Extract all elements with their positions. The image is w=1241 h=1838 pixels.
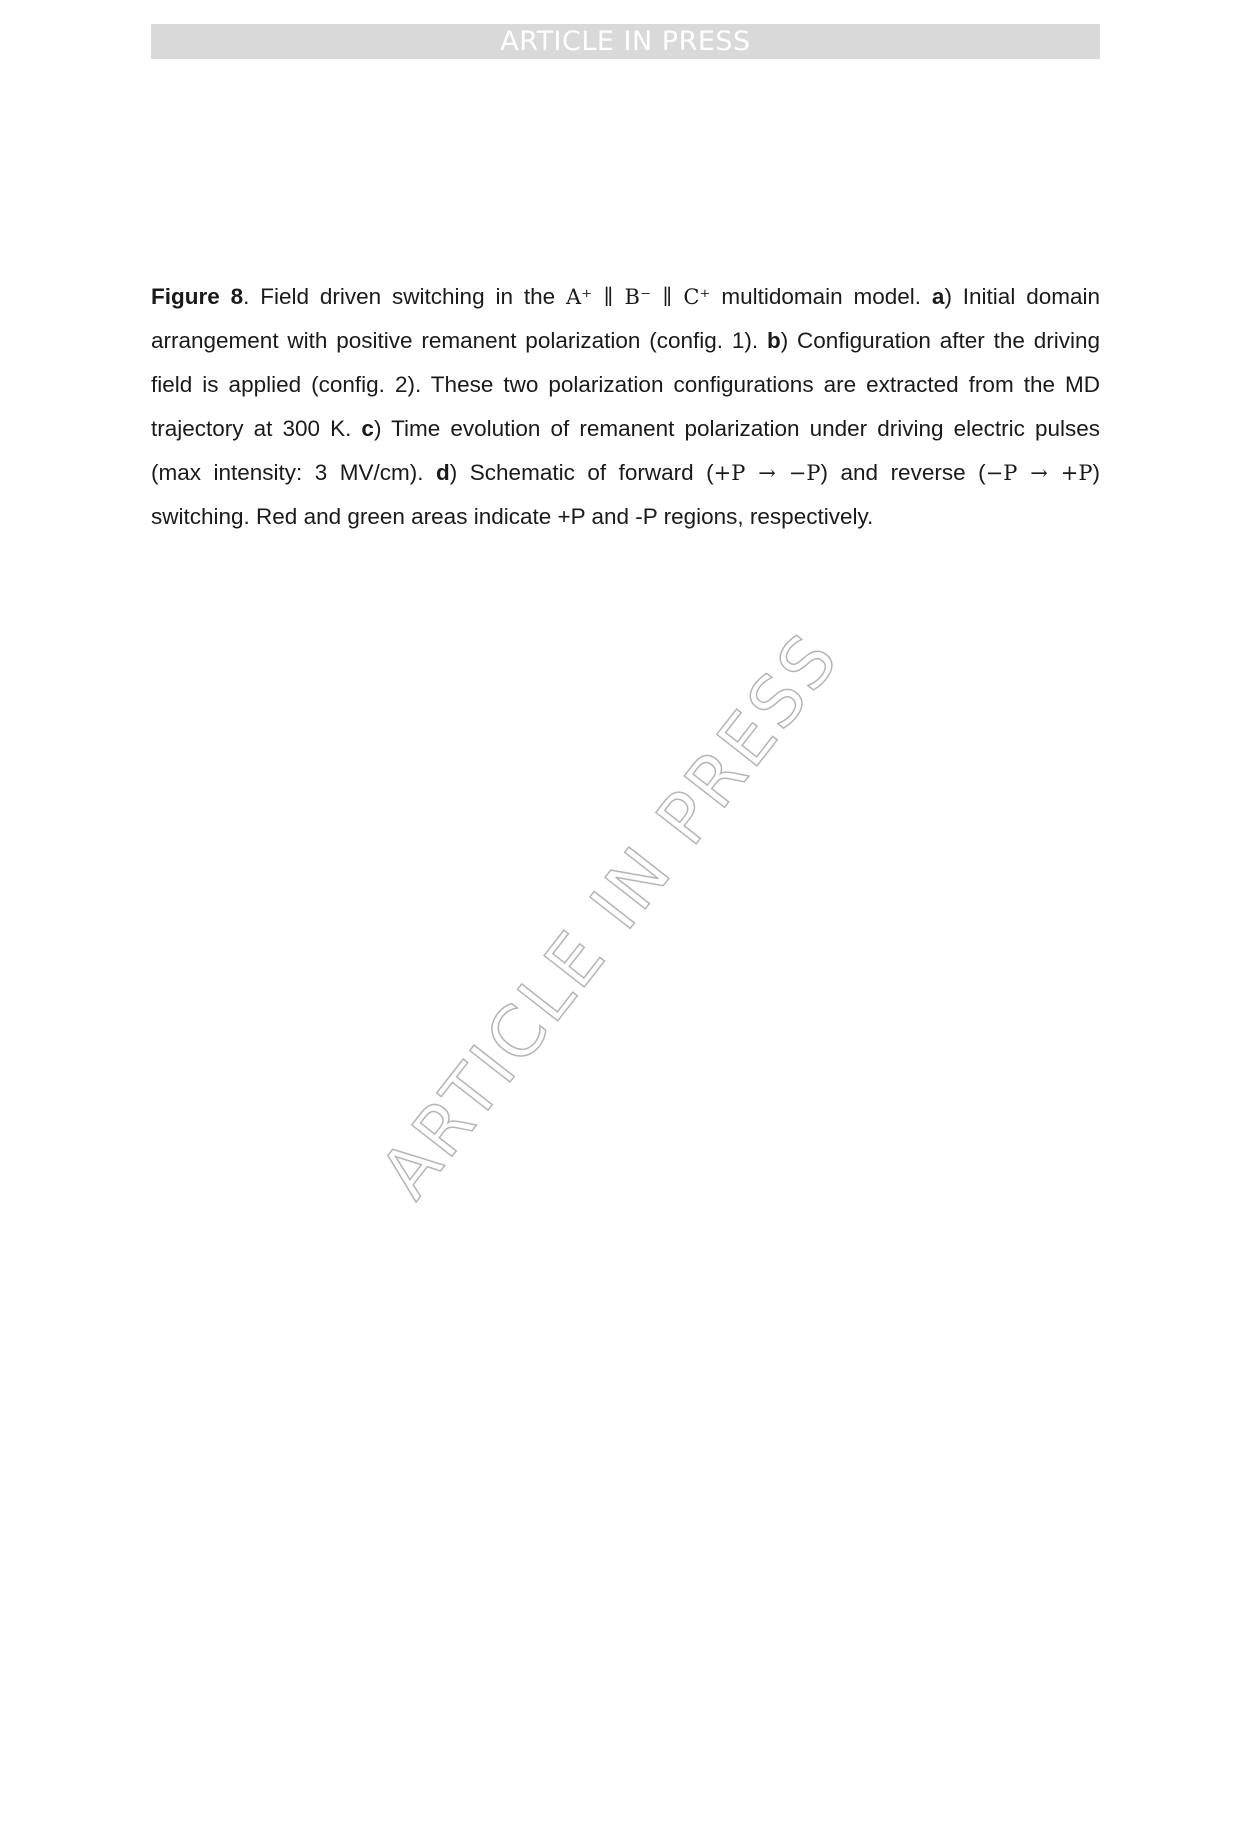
panel-text-c: ) Time evolution of remanent polarization under driving electric pulses (max intensity: 3 MV/cm). <box>151 415 1100 485</box>
article-in-press-banner: ARTICLE IN PRESS <box>151 24 1100 59</box>
figure-label: Figure 8 <box>151 283 244 309</box>
article-in-press-watermark: ARTICLE IN PRESS <box>364 616 856 1214</box>
panel-text-d2: ) and reverse ( <box>820 459 986 485</box>
panel-text-a: ) Initial domain arrangement with positive remanent polarization (config. 1). <box>151 283 1100 353</box>
forward-switching-expression: +P → −P <box>713 460 821 485</box>
model-expression: A⁺ ∥ B⁻ ∥ C⁺ <box>565 284 711 309</box>
reverse-switching-expression: −P → +P <box>985 460 1093 485</box>
panel-label-d: d <box>436 459 450 485</box>
caption-intro-tail: multidomain model. <box>710 283 932 309</box>
panel-text-d3: ) switching. Red and green areas indicate +P and -P regions, respectively. <box>151 459 1100 529</box>
caption-intro: . Field driven switching in the <box>243 283 566 309</box>
panel-text-d: ) Schematic of forward ( <box>449 459 714 485</box>
panel-text-b: ) Configuration after the driving field is applied (config. 2). These two polarization configurations are extracted from the MD trajectory at 300 K. <box>151 327 1100 441</box>
panel-label-a: a <box>931 283 945 309</box>
figure-caption <box>151 275 1100 539</box>
panel-label-c: c <box>361 415 374 441</box>
panel-label-b: b <box>766 327 781 353</box>
